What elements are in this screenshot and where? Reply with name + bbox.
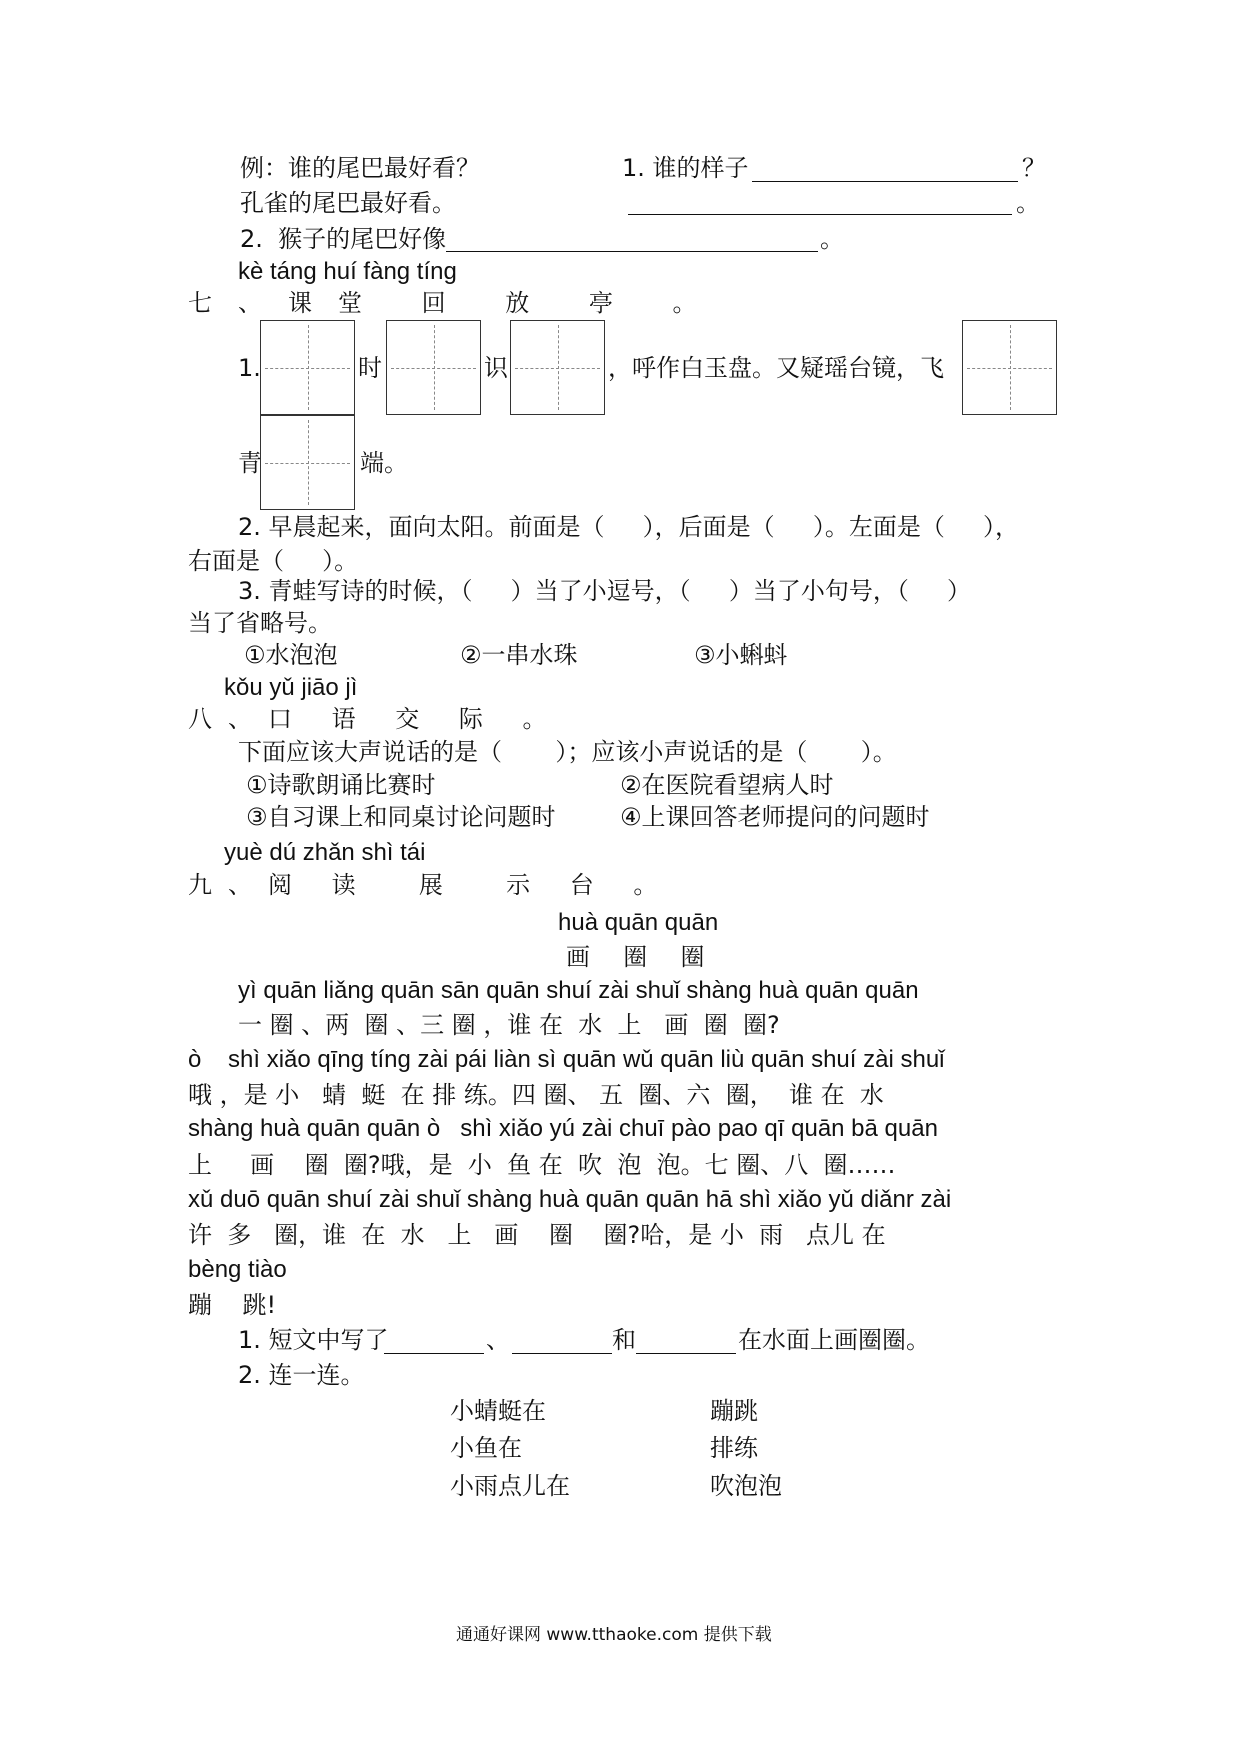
q9-1-blank-1[interactable] xyxy=(384,1352,484,1354)
q9-2: 2. 连一连。 xyxy=(238,1361,365,1389)
story-line4-pinyin: xǔ duō quān shuí zài shuǐ shàng huà quān quān hā shì xiǎo yǔ diǎnr zài xyxy=(188,1186,952,1213)
q8-option-1: ①诗歌朗诵比赛时 xyxy=(246,771,436,799)
q7-1-shi2: 识 xyxy=(484,354,508,382)
q7-option-2: ②一串水珠 xyxy=(460,641,578,669)
q7-1-label: 1. xyxy=(238,354,261,382)
q7-1-text: ，呼作白玉盘。又疑瑶台镜，飞 xyxy=(608,354,944,382)
example-question: 例：谁的尾巴最好看？ xyxy=(240,154,480,182)
q6-1-prefix: 1. 谁的样子 xyxy=(622,154,749,182)
q8-option-3: ③自习课上和同桌讨论问题时 xyxy=(246,803,556,831)
story-line1-pinyin: yì quān liǎng quān sān quān shuí zài shuǐ shàng huà quān quān xyxy=(238,977,919,1004)
footer-text: 通通好课网 www.tthaoke.com 提供下载 xyxy=(456,1625,772,1645)
match-left-2[interactable]: 小鱼在 xyxy=(450,1434,522,1462)
q9-1-sep2: 和 xyxy=(612,1326,636,1354)
q6-1-answer-blank[interactable] xyxy=(628,213,1012,215)
q7-1-shi: 时 xyxy=(358,354,382,382)
section9-title: 九、阅 读 展 示 台 。 xyxy=(188,871,674,899)
q9-1-blank-3[interactable] xyxy=(636,1352,736,1354)
q9-1-sep1: 、 xyxy=(486,1326,510,1354)
q7-option-1: ①水泡泡 xyxy=(244,641,338,669)
section8-pinyin: kǒu yǔ jiāo jì xyxy=(224,674,358,701)
q7-1-duan: 端。 xyxy=(360,449,408,477)
q7-1-qing: 青 xyxy=(238,449,262,477)
q8-question: 下面应该大声说话的是（ ）；应该小声说话的是（ ）。 xyxy=(238,738,897,766)
section9-pinyin: yuè dú zhǎn shì tái xyxy=(224,839,426,866)
story-line4: 许 多 圈，谁 在 水 上 画 圈 圈?哈，是 小 雨 点儿 在 xyxy=(188,1221,886,1249)
story-line2: 哦 ，是 小 蜻 蜓 在 排 练。四 圈、 五 圈、六 圈， 谁 在 水 xyxy=(188,1081,884,1109)
section7-title: 七、课堂 回 放 亭 。 xyxy=(188,289,723,317)
q7-2-line1: 2. 早晨起来，面向太阳。前面是（ ），后面是（ ）。左面是（ ）， xyxy=(238,513,1019,541)
example-answer: 孔雀的尾巴最好看。 xyxy=(240,189,456,217)
story-line1: 一 圈 、两 圈 、三 圈 ，谁 在 水 上 画 圈 圈? xyxy=(238,1011,780,1039)
q6-1-blank[interactable] xyxy=(752,180,1018,182)
match-right-3[interactable]: 吹泡泡 xyxy=(710,1472,782,1500)
q7-2-line2: 右面是（ ）。 xyxy=(188,547,359,575)
story-line3-pinyin: shàng huà quān quān ò shì xiǎo yú zài chuī pào pao qī quān bā quān xyxy=(188,1115,938,1142)
q8-option-4: ④上课回答老师提问的问题时 xyxy=(620,803,930,831)
story-line5: 蹦 跳! xyxy=(188,1291,277,1319)
q7-option-3: ③小蝌蚪 xyxy=(694,641,788,669)
section7-pinyin: kè táng huí fàng tíng xyxy=(238,258,457,285)
match-right-2[interactable]: 排练 xyxy=(710,1434,758,1462)
story-line2-pinyin: ò shì xiǎo qīng tíng zài pái liàn sì quān wǔ quān liù quān shuí zài shuǐ xyxy=(188,1046,945,1073)
q8-option-2: ②在医院看望病人时 xyxy=(620,771,834,799)
writing-box-2[interactable] xyxy=(386,320,481,415)
story-line5-pinyin: bèng tiào xyxy=(188,1256,287,1283)
match-left-3[interactable]: 小雨点儿在 xyxy=(450,1472,570,1500)
writing-box-3[interactable] xyxy=(510,320,605,415)
q7-3-line2: 当了省略号。 xyxy=(188,609,332,637)
q6-1-end: 。 xyxy=(1016,189,1040,217)
q9-1-suffix: 在水面上画圈圈。 xyxy=(738,1326,930,1354)
q7-3-line1: 3. 青蛙写诗的时候，（ ）当了小逗号，（ ）当了小句号，（ ） xyxy=(238,577,971,605)
match-right-1[interactable]: 蹦跳 xyxy=(710,1397,758,1425)
story-line3: 上 画 圈 圈?哦，是 小 鱼 在 吹 泡 泡。七 圈、八 圈…… xyxy=(188,1151,896,1179)
q9-1-prefix: 1. 短文中写了 xyxy=(238,1326,389,1354)
story-title-pinyin: huà quān quān xyxy=(558,909,719,936)
story-title: 画 圈 圈 xyxy=(566,943,711,971)
writing-box-1[interactable] xyxy=(260,320,355,415)
q9-1-blank-2[interactable] xyxy=(512,1352,612,1354)
writing-box-5[interactable] xyxy=(260,415,355,510)
q6-2-blank[interactable] xyxy=(446,250,818,252)
q6-2-prefix: 2. 猴子的尾巴好像 xyxy=(240,225,447,253)
writing-box-4[interactable] xyxy=(962,320,1057,415)
q6-1-suffix: ？ xyxy=(1022,154,1046,182)
section8-title: 八、口 语 交 际 。 xyxy=(188,705,563,733)
q6-2-suffix: 。 xyxy=(820,225,844,253)
match-left-1[interactable]: 小蜻蜓在 xyxy=(450,1397,546,1425)
